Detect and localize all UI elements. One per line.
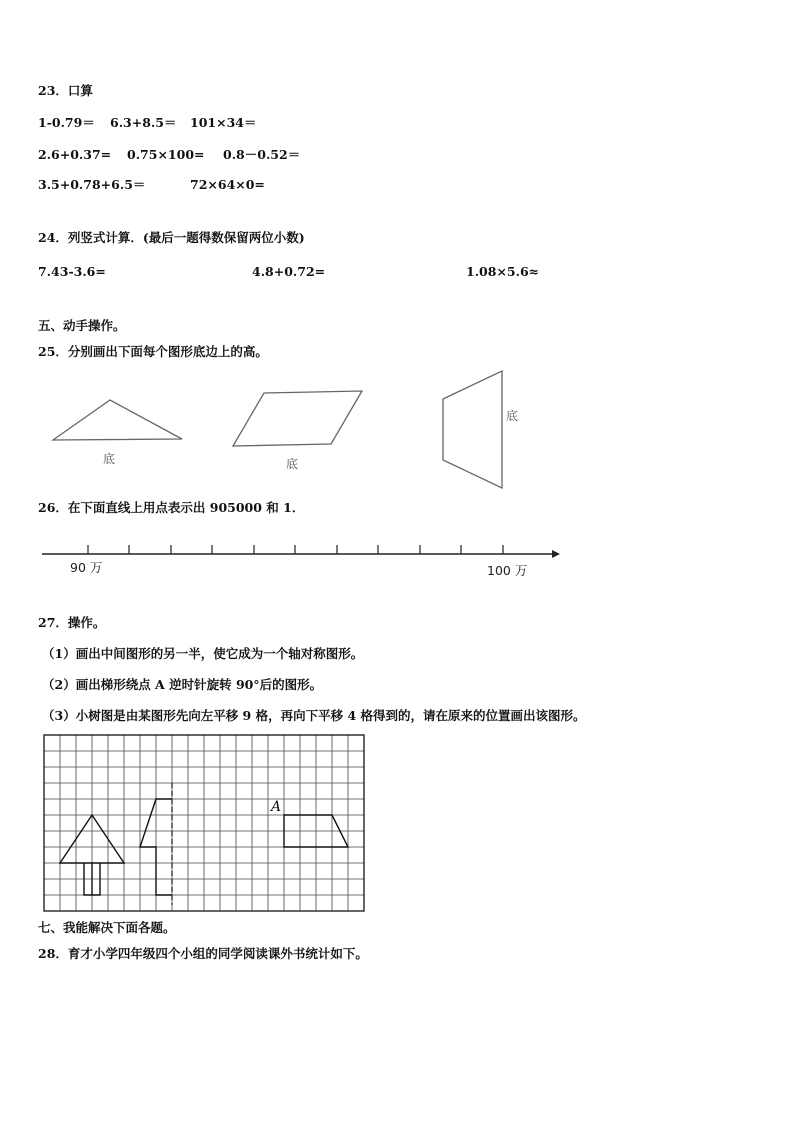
q27-item: （2）画出梯形绕点 A 逆时针旋转 90°后的图形。 [42, 677, 323, 692]
q24-title: 24．列竖式计算．(最后一题得数保留两位小数) [38, 230, 305, 245]
q27-item: （3）小树图是由某图形先向左平移 9 格，再向下平移 4 格得到的，请在原来的位置画出该图形。 [42, 708, 586, 723]
section-heading: 五、动手操作。 [38, 318, 126, 333]
triangle-shape [53, 400, 182, 440]
parallelogram-shape [233, 391, 362, 446]
section-heading: 七、我能解决下面各题。 [38, 920, 176, 935]
point-a-label: A [271, 799, 282, 815]
base-label: 底 [103, 452, 116, 466]
trapezoid-shape [443, 371, 502, 488]
q25-title: 25．分别画出下面每个图形底边上的高。 [38, 344, 268, 359]
q28-title: 28．育才小学四年级四个小组的同学阅读课外书统计如下。 [38, 946, 368, 961]
q24-item: 1.08×5.6≈ [466, 264, 540, 279]
q23-item: 0.8－0.52＝ [223, 147, 301, 162]
base-label: 底 [506, 409, 519, 423]
q24-item: 4.8+0.72= [252, 264, 326, 279]
number-line-end-label: 100 万 [487, 563, 528, 578]
q23-item: 6.3+8.5＝ [110, 115, 177, 130]
q24-item: 7.43-3.6= [38, 264, 106, 279]
q23-item: 101×34＝ [190, 115, 257, 130]
base-label: 底 [286, 457, 299, 471]
q23-title: 23．口算 [38, 83, 93, 98]
q27-title: 27．操作。 [38, 615, 106, 630]
q26-title: 26．在下面直线上用点表示出 905000 和 1． [38, 500, 305, 515]
number-line-start-label: 90 万 [70, 560, 103, 575]
number-line-ticks [88, 545, 503, 554]
q23-item: 3.5+0.78+6.5＝ [38, 177, 146, 192]
q23-item: 2.6+0.37= [38, 147, 112, 162]
q23-item: 0.75×100= [127, 147, 205, 162]
q23-item: 1-0.79＝ [38, 115, 95, 130]
q27-item: （1）画出中间图形的另一半，使它成为一个轴对称图形。 [42, 646, 364, 661]
q23-item: 72×64×0= [190, 177, 265, 192]
arrow-head-icon [552, 550, 560, 558]
